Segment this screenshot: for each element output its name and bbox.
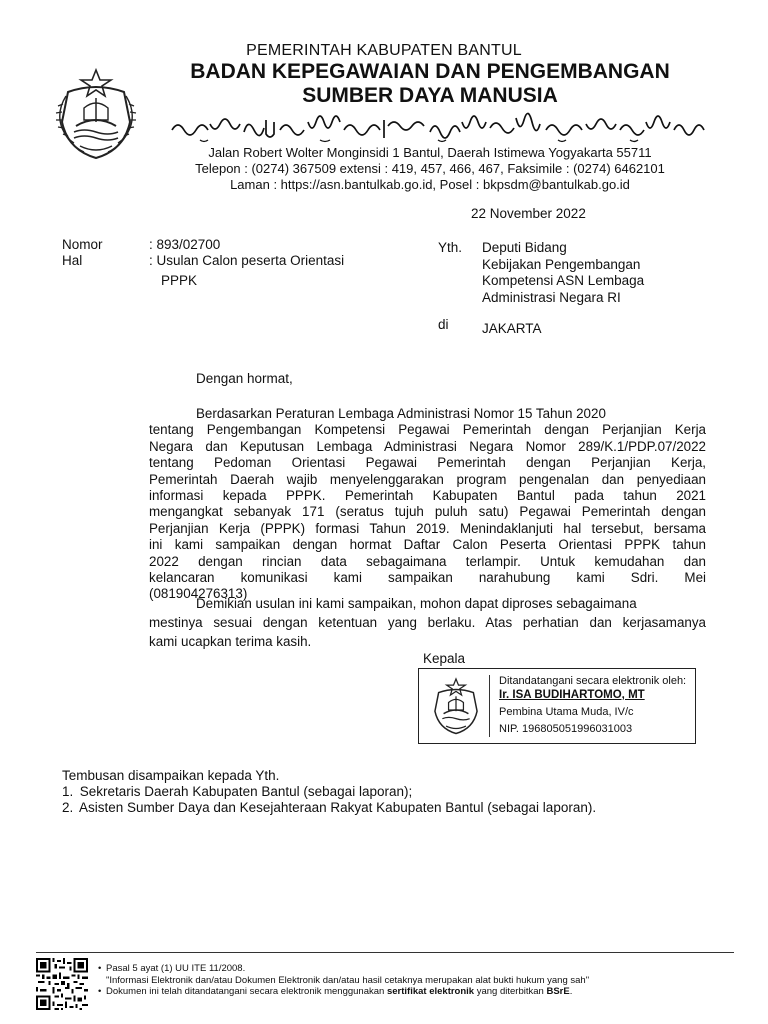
paragraph-line: tentang Pedoman Orientasi Pegawai Pemerintah dengan Perjanjian Kerja, bbox=[149, 455, 706, 471]
office-address: Jalan Robert Wolter Monginsidi 1 Bantul, Daerah Istimewa Yogyakarta 55711 bbox=[208, 145, 652, 160]
footer-certificate-term: sertifikat elektronik bbox=[386, 986, 475, 997]
footer-law-quote: "Informasi Elektronik dan/atau Dokumen Elektronik dan/atau hasil cetaknya merupakan alat bukti hukum yang sah" bbox=[106, 974, 590, 986]
recipient-block bbox=[482, 240, 644, 306]
tembusan-item bbox=[62, 784, 596, 800]
footer-line bbox=[98, 963, 589, 975]
tembusan-item bbox=[62, 800, 596, 816]
paragraph-line: Berdasarkan Peraturan Lembaga Administrasi Nomor 15 Tahun 2020 bbox=[196, 406, 606, 421]
nomor-label: Nomor bbox=[62, 237, 103, 252]
hal-value: : Usulan Calon peserta Orientasi bbox=[149, 253, 345, 268]
recipient-city: JAKARTA bbox=[482, 321, 542, 336]
paragraph-line: kami ucapkan terima kasih. bbox=[149, 634, 312, 649]
paragraph-2 bbox=[149, 594, 706, 651]
hal-value-continued: PPPK bbox=[161, 273, 198, 288]
closing-title: Kepala bbox=[423, 651, 466, 666]
signature-note: Ditandatangani secara elektronik oleh: bbox=[499, 675, 687, 687]
salutation: Dengan hormat, bbox=[196, 371, 293, 386]
recipient-line: Kebijakan Pengembangan bbox=[482, 256, 641, 272]
bantul-regency-emblem bbox=[427, 674, 485, 736]
footer-certificate-text: yang diterbitkan bbox=[474, 986, 547, 997]
tembusan-item-text: Sekretaris Daerah Kabupaten Bantul (sebagai laporan); bbox=[79, 784, 413, 799]
paragraph-line: informasi kepada PPPK. Pemerintah Kabupaten Bantul pada tahun 2021 bbox=[149, 488, 706, 504]
recipient-line: Administrasi Negara RI bbox=[482, 289, 621, 305]
recipient-line: Kompetensi ASN Lembaga bbox=[482, 273, 645, 288]
signatory-nip: NIP. 196805051996031003 bbox=[499, 723, 633, 735]
paragraph-line: kelancaran komunikasi kami sampaikan narahubung kami Sdri. Mei bbox=[149, 570, 706, 586]
paragraph-line: mengangkat sebanyak 171 (seratus tujuh puluh satu) Pegawai Pemerintah dengan bbox=[149, 504, 706, 520]
paragraph-line: ini kami sampaikan dengan hormat Daftar Calon Peserta Orientasi PPPK tahun bbox=[149, 537, 706, 553]
yth-label: Yth. bbox=[438, 240, 463, 255]
tembusan-item-number: 1. bbox=[62, 784, 74, 799]
government-name: PEMERINTAH KABUPATEN BANTUL bbox=[246, 42, 522, 59]
letter-date: 22 November 2022 bbox=[471, 206, 586, 221]
paragraph-1 bbox=[149, 406, 706, 603]
verification-qr-code[interactable] bbox=[36, 958, 88, 1010]
footer-issuer: BSrE bbox=[546, 986, 570, 997]
signatory-name: Ir. ISA BUDIHARTOMO, MT bbox=[499, 689, 645, 701]
footer-divider bbox=[36, 952, 734, 953]
footer-legal-note bbox=[98, 963, 589, 998]
paragraph-line: Pemerintah Daerah wajib menyelenggarakan program pengenalan dan penyediaan bbox=[149, 471, 706, 487]
paragraph-line: Negara dan Keputusan Lembaga Administrasi Negara Nomor 289/K.1/PDP.07/2022 bbox=[149, 438, 706, 454]
paragraph-line: Demikian usulan ini kami sampaikan, mohon dapat diproses sebagaimana bbox=[196, 596, 637, 611]
signature-divider bbox=[489, 675, 490, 737]
footer-certificate-text: Dokumen ini telah ditandatangani secara elektronik menggunakan bbox=[106, 986, 387, 997]
hal-label: Hal bbox=[62, 253, 83, 268]
tembusan-item-number: 2. bbox=[62, 800, 74, 815]
footer-line bbox=[98, 986, 589, 998]
paragraph-line: 2022 dengan rincian data sebagaimana terlampir. Untuk kemudahan dan bbox=[149, 553, 706, 569]
bullet-icon: • bbox=[98, 986, 102, 997]
bullet-icon: • bbox=[98, 963, 102, 974]
tembusan-block bbox=[62, 768, 596, 816]
di-label: di bbox=[438, 317, 449, 332]
office-phone: Telepon : (0274) 367509 extensi : 419, 457, 466, 467, Faksimile : (0274) 6462101 bbox=[195, 161, 665, 176]
recipient-line: Deputi Bidang bbox=[482, 240, 567, 255]
tembusan-title: Tembusan disampaikan kepada Yth. bbox=[62, 768, 280, 783]
paragraph-line: (081904276313) bbox=[149, 586, 248, 602]
paragraph-line: Perjanjian Kerja (PPPK) formasi Tahun 2019. Menindaklanjuti hal tersebut, bersama bbox=[149, 520, 706, 536]
paragraph-line: tentang Pengembangan Kompetensi Pegawai Pemerintah dengan Perjanjian Kerja bbox=[149, 422, 706, 438]
paragraph-line: mestinya sesuai dengan ketentuan yang berlaku. Atas perhatian dan kerjasamanya bbox=[149, 615, 706, 630]
agency-name-line2: SUMBER DAYA MANUSIA bbox=[302, 84, 558, 107]
javanese-script-agency-name bbox=[170, 112, 710, 144]
agency-name-line1: BADAN KEPEGAWAIAN DAN PENGEMBANGAN bbox=[190, 60, 670, 83]
nomor-value: : 893/02700 bbox=[149, 237, 221, 252]
signatory-rank: Pembina Utama Muda, IV/c bbox=[499, 706, 634, 718]
footer-law-reference: Pasal 5 ayat (1) UU ITE 11/2008. bbox=[106, 963, 246, 974]
footer-period: . bbox=[569, 986, 573, 997]
office-web-email: Laman : https://asn.bantulkab.go.id, Posel : bkpsdm@bantulkab.go.id bbox=[230, 177, 630, 192]
tembusan-item-text: Asisten Sumber Daya dan Kesejahteraan Rakyat Kabupaten Bantul (sebagai laporan). bbox=[79, 800, 597, 815]
electronic-signature-box bbox=[418, 668, 696, 744]
